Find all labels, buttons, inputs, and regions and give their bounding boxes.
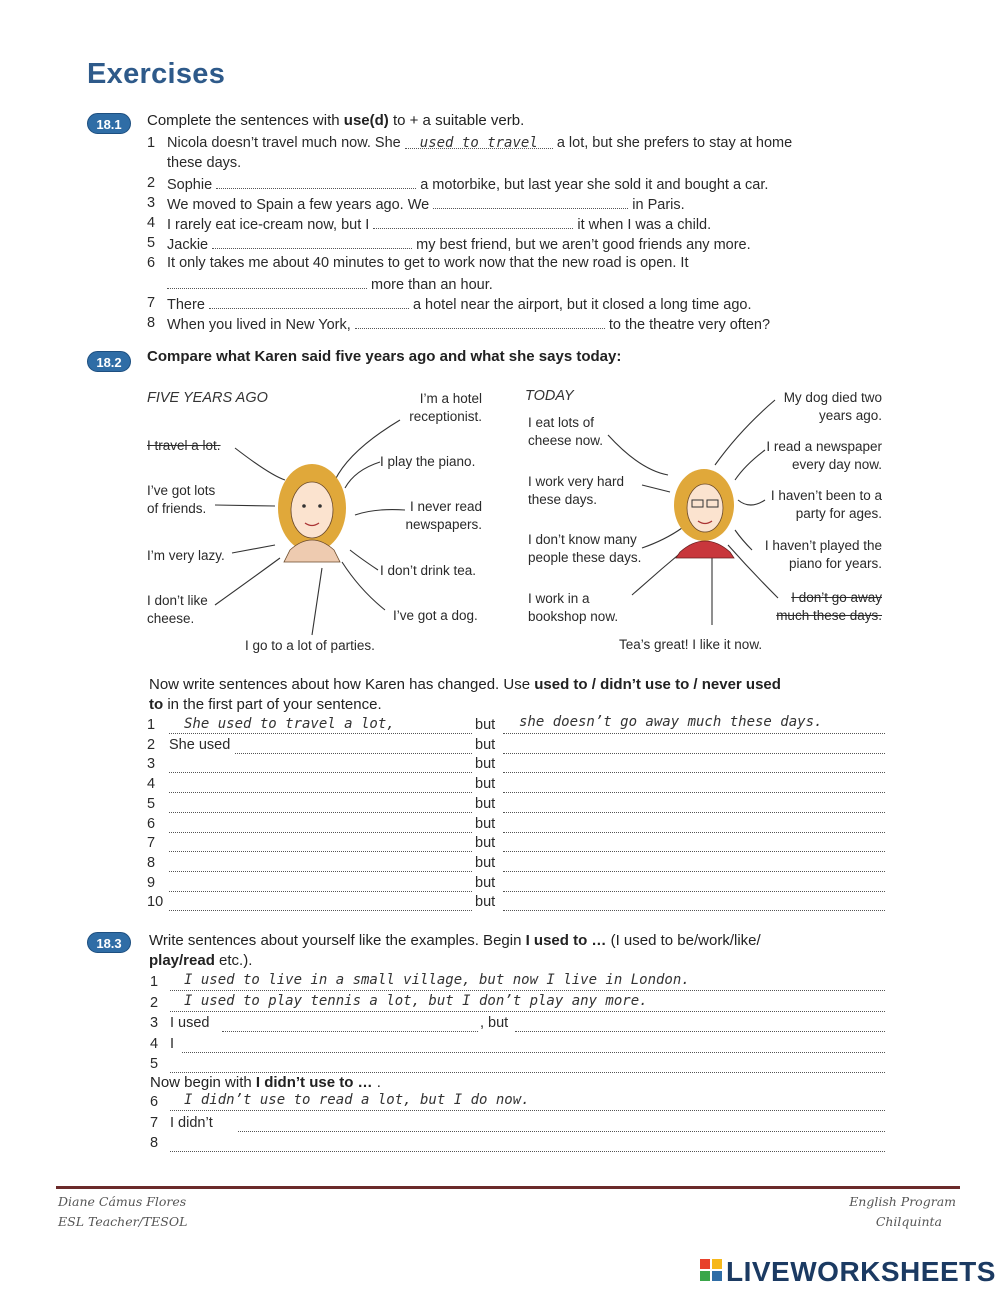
but-label: but [475, 717, 496, 733]
item-number: 5 [147, 235, 156, 251]
item-number: 2 [147, 175, 156, 191]
bubble-work-hard: I work very hard these days. [528, 474, 625, 507]
sentence-8: When you lived in New York, to the theatre very often? [167, 317, 771, 333]
answer-field[interactable] [170, 1072, 885, 1073]
bubble-lots-of-friends: I’ve got lots of friends. [147, 483, 216, 516]
bubble-never-read: I never read newspapers. [405, 499, 482, 532]
but-label: but [475, 737, 496, 753]
but-label: , but [480, 1015, 509, 1031]
bubble-dont-know-people: I don’t know many people these days. [528, 532, 642, 565]
bubble-dog-died: My dog died two years ago. [783, 390, 882, 423]
item-number: 1 [147, 135, 156, 151]
first-part-field[interactable] [169, 733, 472, 734]
karen-present-portrait [674, 469, 734, 558]
answer-field[interactable] [170, 1110, 885, 1111]
answer-7-field[interactable] [209, 295, 409, 309]
answer-1-field[interactable]: used to travel [405, 135, 553, 149]
second-part-field[interactable] [503, 753, 885, 754]
sentence-4: I rarely eat ice-cream now, but I it when I was a child. [167, 217, 712, 233]
answer-field[interactable] [238, 1131, 885, 1132]
answer-field-part-2[interactable] [515, 1031, 885, 1032]
first-part-field[interactable] [169, 812, 472, 813]
row-number: 9 [147, 875, 156, 891]
bubble-eat-cheese: I eat lots of cheese now. [528, 415, 604, 448]
row-number: 7 [150, 1115, 159, 1131]
second-part-field[interactable] [503, 851, 885, 852]
second-part-field[interactable] [503, 733, 885, 734]
row-number: 1 [147, 717, 156, 733]
bubble-bookshop: I work in a bookshop now. [528, 591, 619, 624]
row-number: 5 [150, 1056, 159, 1072]
sentence-2: Sophie a motorbike, but last year she sold it and bought a car. [167, 177, 769, 193]
handwritten-answer: I didn’t use to read a lot, but I do now. [184, 1092, 530, 1108]
bubble-dont-like-cheese: I don’t like cheese. [147, 593, 208, 626]
bubble-lots-of-parties: I go to a lot of parties. [245, 638, 375, 653]
answer-4-field[interactable] [373, 215, 573, 229]
sentence-1: Nicola doesn’t travel much now. She used to travel a lot, but she prefers to stay at home [167, 135, 793, 151]
first-part-field[interactable] [169, 910, 472, 911]
row-start-text: I [170, 1036, 175, 1052]
exercise-18-1-heading: Complete the sentences with use(d) to + a suitable verb. [147, 112, 525, 129]
second-part-field[interactable] [503, 891, 885, 892]
exercise-18-3-heading: Write sentences about yourself like the examples. Begin I used to … (I used to be/work/like/ play/read etc.). [149, 932, 761, 969]
answer-5-field[interactable] [212, 235, 412, 249]
first-part-field[interactable] [169, 891, 472, 892]
item-number: 3 [147, 195, 156, 211]
second-part-answer: she doesn’t go away much these days. [519, 714, 823, 730]
second-part-field[interactable] [503, 871, 885, 872]
sentence-3: We moved to Spain a few years ago. We in Paris. [167, 197, 685, 213]
but-label: but [475, 855, 496, 871]
karen-past-portrait [278, 464, 346, 562]
sentence-1-continued: these days. [167, 155, 242, 171]
but-label: but [475, 776, 496, 792]
row-start-text: I used [170, 1015, 210, 1031]
answer-field[interactable] [170, 1151, 885, 1152]
row-number: 2 [150, 995, 159, 1011]
bubble-dont-drink-tea: I don’t drink tea. [380, 563, 477, 578]
second-part-field[interactable] [503, 910, 885, 911]
bubble-travel-crossed: I travel a lot. [147, 438, 221, 453]
but-label: but [475, 816, 496, 832]
page-title: Exercises [87, 58, 226, 90]
second-part-field[interactable] [503, 812, 885, 813]
answer-field[interactable] [170, 990, 885, 991]
row-number: 8 [147, 855, 156, 871]
bubble-hotel-receptionist: I’m a hotel receptionist. [409, 391, 482, 424]
row-number: 2 [147, 737, 156, 753]
sentence-6: It only takes me about 40 minutes to get to work now that the new road is open. It [167, 255, 689, 271]
handwritten-answer: I used to play tennis a lot, but I don’t play any more. [184, 993, 648, 1009]
answer-field[interactable] [170, 1011, 885, 1012]
item-number: 6 [147, 255, 156, 271]
first-part-field[interactable] [169, 871, 472, 872]
answer-3-field[interactable] [433, 195, 628, 209]
first-part-field[interactable] [169, 832, 472, 833]
handwritten-answer: I used to live in a small village, but now I live in London. [184, 972, 690, 988]
row-number: 10 [147, 894, 164, 910]
bubble-tea-great: Tea’s great! I like it now. [619, 637, 763, 652]
five-years-ago-label: FIVE YEARS AGO [147, 390, 268, 406]
row-number: 4 [150, 1036, 159, 1052]
exercise-18-2-instructions: Now write sentences about how Karen has changed. Use used to / didn’t use to / never used to in the first part of your sentence. [149, 676, 781, 713]
row-number: 5 [147, 796, 156, 812]
row-number: 7 [147, 835, 156, 851]
sentence-7: There a hotel near the airport, but it closed a long time ago. [167, 297, 752, 313]
sentence-6-continued: more than an hour. [167, 275, 493, 293]
second-part-field[interactable] [503, 772, 885, 773]
row-number: 6 [147, 816, 156, 832]
item-number: 7 [147, 295, 156, 311]
but-label: but [475, 875, 496, 891]
answer-field[interactable] [182, 1052, 885, 1053]
second-part-field[interactable] [503, 832, 885, 833]
row-number: 4 [147, 776, 156, 792]
answer-6-field[interactable] [167, 275, 367, 289]
bubble-play-piano: I play the piano. [380, 454, 476, 469]
bubble-got-a-dog: I’ve got a dog. [393, 608, 478, 623]
first-part-answer: She used to travel a lot, [184, 716, 395, 732]
second-part-field[interactable] [503, 792, 885, 793]
bubble-no-piano: I haven’t played the piano for years. [764, 538, 882, 571]
footer-divider [56, 1186, 960, 1189]
row-number: 3 [147, 756, 156, 772]
row-start-text: She used [169, 737, 231, 753]
row-number: 1 [150, 974, 159, 990]
bubble-no-party: I haven’t been to a party for ages. [770, 488, 882, 521]
but-label: but [475, 894, 496, 910]
row-number: 3 [150, 1015, 159, 1031]
first-part-field[interactable] [235, 753, 472, 754]
row-start-text: I didn’t [170, 1115, 213, 1131]
today-label: TODAY [525, 388, 574, 404]
row-number: 8 [150, 1135, 159, 1151]
but-label: but [475, 835, 496, 851]
item-number: 4 [147, 215, 156, 231]
exercise-18-3-subheading: Now begin with I didn’t use to … . [150, 1074, 381, 1091]
item-number: 8 [147, 315, 156, 331]
exercise-badge-18-1: 18.1 [87, 113, 131, 134]
answer-2-field[interactable] [216, 175, 416, 189]
first-part-field[interactable] [169, 851, 472, 852]
answer-field-part-1[interactable] [222, 1031, 478, 1032]
author-name: Diane Cámus Flores [58, 1194, 187, 1209]
liveworksheets-brand[interactable]: LIVEWORKSHEETS [726, 1256, 996, 1287]
but-label: but [475, 756, 496, 772]
sentence-5: Jackie my best friend, but we aren’t good friends any more. [167, 237, 751, 253]
first-part-field[interactable] [169, 792, 472, 793]
author-title: ESL Teacher/TESOL [58, 1214, 188, 1229]
row-number: 6 [150, 1094, 159, 1110]
exercise-18-2-heading: Compare what Karen said five years ago and what she says today: [147, 348, 622, 365]
bubble-very-lazy: I’m very lazy. [147, 548, 225, 563]
exercise-badge-18-2: 18.2 [87, 351, 131, 372]
program-org: Chilquinta [875, 1214, 942, 1229]
bubble-read-newspaper: I read a newspaper every day now. [766, 439, 882, 472]
exercise-badge-18-3: 18.3 [87, 932, 131, 953]
but-label: but [475, 796, 496, 812]
liveworksheets-logo-icon [699, 1258, 723, 1282]
answer-8-field[interactable] [355, 315, 605, 329]
bubble-dont-go-away-crossed: I don’t go away much these days. [776, 590, 882, 623]
program-name: English Program [849, 1194, 956, 1209]
first-part-field[interactable] [169, 772, 472, 773]
